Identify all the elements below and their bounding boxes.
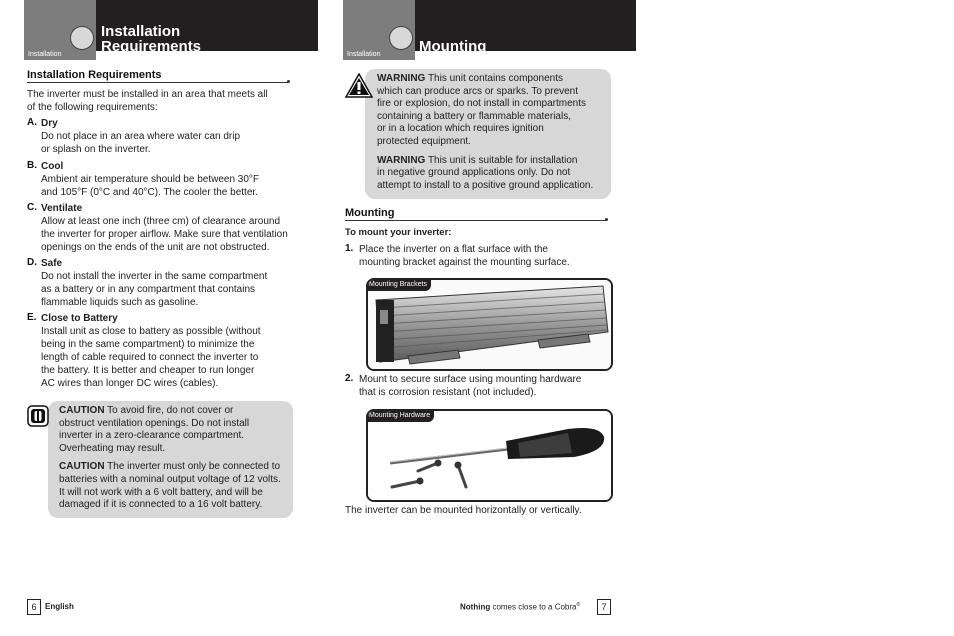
right-tab-label: Installation: [347, 51, 381, 58]
req-letter: A.: [27, 117, 37, 128]
closing-text: The inverter can be mounted horizontally or vertically.: [345, 505, 582, 516]
requirement-item: Close to Battery Install unit as close to battery as possible (without being in the same compartment) to minimize the length of cable required to connect the inverter to the battery. It is better and cheaper to run longer AC wires than longer DC wires (cables).: [41, 313, 261, 389]
mounting-brackets-image: [366, 278, 613, 371]
image-label: Mounting Hardware: [366, 409, 434, 422]
warning-paragraph: WARNING This unit contains components which can produce arcs or sparks. To prevent fire or explosion, do not install in compartments containing a battery or flammable materials, or in a location which requires ignition protected equipment.: [377, 73, 586, 147]
footer-tagline: Nothing comes close to a Cobra®: [460, 602, 581, 612]
step-number: 2.: [345, 373, 354, 384]
section-rule-dot: [605, 218, 608, 221]
image-label: Mounting Brackets: [366, 278, 431, 291]
requirement-item: Dry Do not place in an area where water can drip or splash on the inverter.: [41, 118, 241, 155]
req-letter: E.: [27, 312, 37, 323]
screwdriver-screws-illustration: [368, 411, 611, 500]
intro-text: The inverter must be installed in an area that meets all of the following requirements:: [27, 89, 268, 113]
page-number-box: 6: [27, 599, 41, 615]
section-rule: [345, 220, 607, 221]
step-text: Mount to secure surface using mounting hardware that is corrosion resistant (not included).: [359, 374, 582, 398]
requirement-item: Safe Do not install the inverter in the same compartment as a battery or in any compartment that contains flammable liquids such as gasoline.: [41, 258, 268, 308]
cobra-logo-icon: [389, 26, 413, 50]
caution-paragraph: CAUTION To avoid fire, do not cover or obstruct ventilation openings. Do not install inverter in a zero-clearance compartment. Overheating may result.: [59, 405, 250, 454]
right-section-tab: [343, 0, 415, 60]
caution-box: [48, 401, 293, 518]
left-tab-label: Installation: [28, 51, 62, 58]
warning-triangle-icon: [345, 73, 373, 99]
req-letter: C.: [27, 202, 37, 213]
requirement-item: Cool Ambient air temperature should be between 30°F and 105°F (0°C and 40°C). The cooler the better.: [41, 161, 260, 198]
left-page-title: Installation Requirements: [101, 23, 202, 55]
req-letter: B.: [27, 160, 37, 171]
footer-language: English: [45, 602, 74, 611]
mounting-subheading: To mount your inverter:: [345, 227, 452, 238]
left-section-tab: [24, 0, 96, 60]
warning-box: [365, 69, 611, 199]
requirement-item: Ventilate Allow at least one inch (three cm) of clearance around the inverter for proper airflow. Make sure that ventilation openings on the ends of the unit are not obstructed.: [41, 203, 288, 253]
warning-paragraph: WARNING This unit is suitable for installation in negative ground applications only. Do not attempt to install to a positive ground application.: [377, 154, 594, 191]
section-rule-dot: [287, 80, 290, 83]
section-rule: [27, 82, 289, 83]
inverter-illustration: [368, 280, 611, 369]
caution-paragraph: CAUTION The inverter must only be connected to batteries with a nominal output voltage of 12 volts. It will not work with a 6 volt battery, and will be damaged if it is connected to a 16 volt battery.: [59, 461, 281, 511]
mounting-hardware-image: [366, 409, 613, 502]
page-number-box: 7: [597, 599, 611, 615]
right-section-title: Mounting: [345, 207, 395, 219]
left-section-title: Installation Requirements: [27, 69, 162, 81]
right-page-title: Mounting: [419, 38, 487, 55]
step-text: Place the inverter on a flat surface with the mounting bracket against the mounting surface.: [359, 244, 570, 268]
caution-icon: [27, 405, 49, 427]
req-letter: D.: [27, 257, 37, 268]
cobra-logo-icon: [70, 26, 94, 50]
step-number: 1.: [345, 243, 354, 254]
